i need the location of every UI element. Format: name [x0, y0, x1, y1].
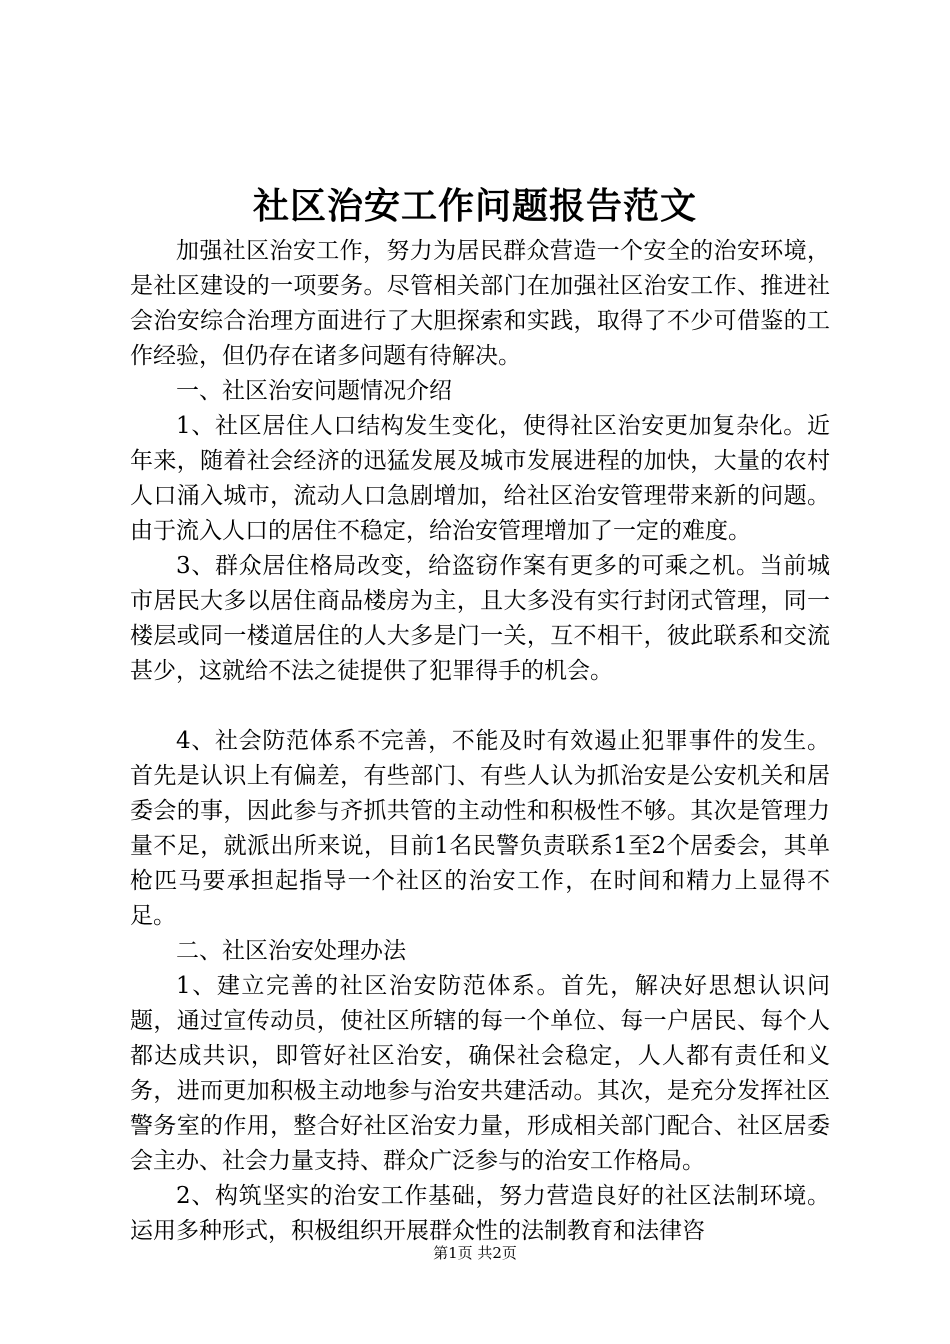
document-title: 社区治安工作问题报告范文 [252, 185, 697, 227]
section-heading-1: 一、社区治安问题情况介绍 [176, 378, 452, 404]
paragraph-intro: 加强社区治安工作，努力为居民群众营造一个安全的治安环境，是社区建设的一项要务。尽管相关部门在加强社区治安工作、推进社会治安综合治理方面进行了大胆探索和实践，取得了不少可借鉴的工作经验，但仍存在诸多问题有待解决。 [130, 238, 830, 369]
document-body [130, 234, 830, 1249]
paragraph-item: 1、社区居住人口结构发生变化，使得社区治安更加复杂化。近年来，随着社会经济的迅猛发展及城市发展进程的加快，大量的农村人口涌入城市，流动人口急剧增加，给社区治安管理带来新的问题。由于流入人口的居住不稳定，给治安管理增加了一定的难度。 [130, 413, 830, 544]
paragraph-item: 2、构筑坚实的治安工作基础，努力营造良好的社区法制环境。运用多种形式，积极组织开展群众性的法制教育和法律咨 [130, 1183, 830, 1244]
paragraph-item: 4、社会防范体系不完善，不能及时有效遏止犯罪事件的发生。首先是认识上有偏差，有些部门、有些人认为抓治安是公安机关和居委会的事，因此参与齐抓共管的主动性和积极性不够。其次是管理力量不足，就派出所来说，目前1名民警负责联系1至2个居委会，其单枪匹马要承担起指导一个社区的治安工作，在时间和精力上显得不足。 [130, 728, 830, 929]
section-heading-2: 二、社区治安处理办法 [176, 938, 406, 964]
paragraph-item: 3、群众居住格局改变，给盗窃作案有更多的可乘之机。当前城市居民大多以居住商品楼房为主，且大多没有实行封闭式管理，同一楼层或同一楼道居住的人大多是门一关，互不相干，彼此联系和交流甚少，这就给不法之徒提供了犯罪得手的机会。 [130, 553, 830, 684]
paragraph-item: 1、建立完善的社区治安防范体系。首先，解决好思想认识问题，通过宣传动员，使社区所辖的每一个单位、每一户居民、每个人都达成共识，即管好社区治安，确保社会稳定，人人都有责任和义务，进而更加积极主动地参与治安共建活动。其次，是充分发挥社区警务室的作用，整合好社区治安力量，形成相关部门配合、社区居委会主办、社会力量支持、群众广泛参与的治安工作格局。 [130, 973, 830, 1174]
page-footer: 第1页 共2页 [433, 1244, 517, 1262]
